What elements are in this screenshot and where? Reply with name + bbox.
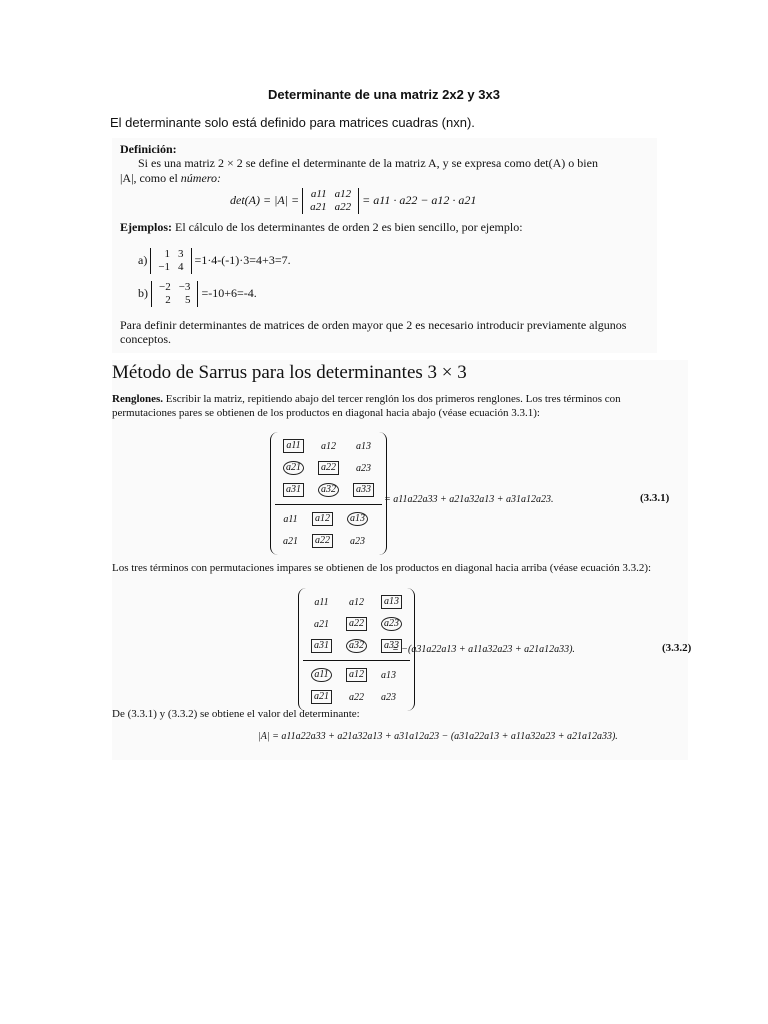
definition-matrix: [302, 188, 359, 214]
grid-entry: a13: [356, 440, 371, 452]
grid-entry: a31: [283, 483, 304, 497]
example-b-result: =-10+6=-4.: [201, 285, 257, 300]
grid-entry: a33: [353, 483, 374, 497]
matrix-cell: 2: [165, 294, 171, 306]
grid-entry: a21: [283, 461, 304, 475]
examples-heading: Ejemplos:: [120, 220, 172, 234]
definition-text-2a: |A|, como el: [120, 171, 181, 185]
grid-cell: [340, 665, 373, 685]
sarrus-para-1: [112, 392, 682, 420]
grid-entry: a12: [349, 596, 364, 608]
sarrus-heading: Método de Sarrus para los determinantes 3 × 3: [112, 362, 467, 383]
grid-entry: a21: [314, 618, 329, 630]
grid-cell: [340, 592, 373, 612]
grid-cell: [306, 531, 339, 551]
grid-cell: [305, 636, 338, 656]
grid-cell: [375, 665, 402, 685]
grid-entry: a12: [346, 668, 367, 682]
grid-entry: a22: [312, 534, 333, 548]
grid-entry: a21: [311, 690, 332, 704]
grid-cell: [306, 509, 339, 529]
grid-cell: [277, 458, 310, 478]
examples-line: [120, 220, 523, 235]
grid-row: [277, 458, 380, 478]
grid-entry: a13: [381, 669, 396, 681]
grid-cell: [312, 458, 345, 478]
sarrus-para-2: Los tres términos con permutaciones impares se obtienen de los productos en diagonal hacia arriba (véase ecuación 3.3.2):: [112, 562, 652, 574]
example-b-label: b): [138, 285, 148, 300]
definition-excerpt: [112, 138, 657, 353]
grid-row: [277, 436, 380, 456]
definition-heading: Definición:: [120, 142, 177, 156]
grid-entry: a22: [346, 617, 367, 631]
grid-row: [277, 509, 374, 529]
grid-entry: a12: [321, 440, 336, 452]
para1-text: Escribir la matriz, repitiendo abajo del tercer renglón los dos primeros renglones. Los tres términos con permutaciones pares se obtienen de los productos en diagonal hacia abajo (véase ecuación 3.3.1):: [112, 393, 621, 419]
matrix-cell: −1: [158, 261, 171, 273]
grid-cell: [277, 480, 310, 500]
example-b-matrix: [151, 281, 198, 307]
matrix-cell: 5: [184, 294, 191, 306]
matrix-cell: a21: [310, 201, 327, 213]
grid-entry: a12: [312, 512, 333, 526]
definition-text-1: Si es una matriz 2 × 2 se define el determinante de la matriz A, y se expresa como det(A) o bien: [138, 156, 598, 170]
grid-cell: [340, 636, 373, 656]
matrix-cell: a12: [334, 188, 352, 200]
formula-rhs: = a11 · a22 − a12 · a21: [362, 192, 477, 207]
grid-row: [305, 665, 402, 685]
grid-cell: [341, 531, 374, 551]
grid-entry: a31: [311, 639, 332, 653]
matrix-cell: 4: [178, 261, 184, 273]
eq1-formula: = a11a22a33 + a21a32a13 + a31a12a23.: [384, 494, 554, 505]
grid-cell: [305, 592, 338, 612]
grid-cell: [341, 509, 374, 529]
grid-separator: [303, 660, 410, 661]
eq1-label: (3.3.1): [640, 492, 670, 504]
grid-cell: [340, 687, 373, 707]
grid-entry: a33: [381, 639, 402, 653]
grid-cell: [375, 687, 402, 707]
grid-cell: [305, 687, 338, 707]
matrix-cell: −3: [178, 281, 191, 293]
grid-cell: [277, 509, 304, 529]
grid-row: [305, 687, 402, 707]
matrix-cell: 1: [164, 248, 171, 260]
formula-lhs: det(A) = |A| =: [230, 192, 300, 207]
grid-entry: a23: [381, 617, 402, 631]
example-a: [138, 248, 291, 274]
grid-row: [277, 480, 380, 500]
grid-cell: [305, 665, 338, 685]
grid-cell: [347, 458, 380, 478]
closing-text: Para definir determinantes de matrices de orden mayor que 2 es necesario introducir previamente algunos conceptos.: [120, 318, 627, 346]
grid-cell: [347, 436, 380, 456]
sarrus-para-3: De (3.3.1) y (3.3.2) se obtiene el valor del determinante:: [112, 708, 360, 720]
grid-cell: [375, 614, 408, 634]
grid-cell: [340, 614, 373, 634]
grid-row: [305, 614, 408, 634]
grid-entry: a13: [347, 512, 368, 526]
grid-entry: a11: [283, 439, 303, 453]
examples-text: El cálculo de los determinantes de orden 2 es bien sencillo, por ejemplo:: [175, 220, 523, 234]
grid-entry: a23: [350, 535, 365, 547]
para1-bold: Renglones.: [112, 393, 164, 405]
definition-formula: [230, 188, 476, 214]
definition-text-2: [120, 171, 221, 186]
grid-entry: a23: [381, 691, 396, 703]
grid-separator: [275, 504, 382, 505]
page-title: Determinante de una matriz 2x2 y 3x3: [268, 87, 500, 102]
grid-entry: a11: [283, 513, 298, 525]
grid-cell: [375, 592, 408, 612]
sarrus-grid-1: [270, 432, 387, 555]
grid-entry: a21: [283, 535, 298, 547]
intro-text: El determinante solo está definido para matrices cuadras (nxn).: [110, 115, 475, 130]
grid-entry: a13: [381, 595, 402, 609]
grid-entry: a11: [314, 596, 329, 608]
matrix-cell: a22: [334, 201, 352, 213]
grid-entry: a22: [318, 461, 339, 475]
eq2-formula: = −(a31a22a13 + a11a32a23 + a21a12a33).: [392, 644, 575, 655]
grid-row: [305, 592, 408, 612]
matrix-cell: 3: [178, 248, 184, 260]
example-a-result: =1·4-(-1)·3=4+3=7.: [194, 252, 291, 267]
grid-cell: [347, 480, 380, 500]
example-b: [138, 281, 257, 307]
grid-entry: a23: [356, 462, 371, 474]
matrix-cell: a11: [310, 188, 327, 200]
definition-text-2b: número:: [180, 171, 222, 185]
example-a-label: a): [138, 252, 148, 267]
grid-entry: a32: [318, 483, 339, 497]
sarrus-excerpt: [112, 360, 692, 760]
grid-entry: a22: [349, 691, 364, 703]
grid-cell: [312, 480, 345, 500]
grid-cell: [312, 436, 345, 456]
grid-cell: [277, 531, 304, 551]
example-a-matrix: [150, 248, 191, 274]
grid-cell: [305, 614, 338, 634]
final-formula: |A| = a11a22a33 + a21a32a13 + a31a12a23 − (a31a22a13 + a11a32a23 + a21a12a33).: [258, 731, 618, 742]
grid-entry: a32: [346, 639, 367, 653]
eq2-label: (3.3.2): [662, 642, 692, 654]
grid-entry: a11: [311, 668, 331, 682]
matrix-cell: −2: [159, 281, 171, 293]
grid-cell: [277, 436, 310, 456]
grid-row: [277, 531, 374, 551]
